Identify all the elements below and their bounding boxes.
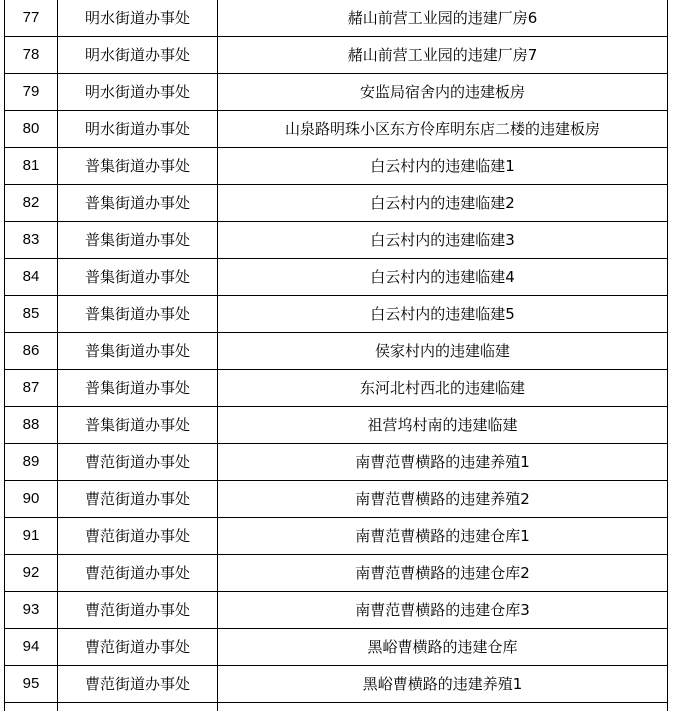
row-office: 普集街道办事处 bbox=[58, 370, 218, 407]
row-office: 普集街道办事处 bbox=[58, 407, 218, 444]
table-row bbox=[5, 259, 668, 296]
row-number: 79 bbox=[5, 74, 58, 111]
table-row bbox=[5, 666, 668, 703]
row-office: 曹范街道办事处 bbox=[58, 444, 218, 481]
row-description: 白云村内的违建临建1 bbox=[218, 148, 668, 185]
table-body bbox=[5, 0, 668, 711]
row-number: 82 bbox=[5, 185, 58, 222]
row-number: 87 bbox=[5, 370, 58, 407]
table-row bbox=[5, 518, 668, 555]
table-row bbox=[5, 370, 668, 407]
row-office: 曹范街道办事处 bbox=[58, 592, 218, 629]
row-number: 89 bbox=[5, 444, 58, 481]
table-row bbox=[5, 444, 668, 481]
row-description: 祖营坞村南的违建临建 bbox=[218, 407, 668, 444]
row-description: 南曹范曹横路的违建养殖2 bbox=[218, 481, 668, 518]
table-row-cut-off bbox=[5, 703, 668, 712]
table-row bbox=[5, 74, 668, 111]
row-description: 东河北村西北的违建临建 bbox=[218, 370, 668, 407]
row-description: 山泉路明珠小区东方伶库明东店二楼的违建板房 bbox=[218, 111, 668, 148]
row-office: 曹范街道办事处 bbox=[58, 481, 218, 518]
row-description: 白云村内的违建临建3 bbox=[218, 222, 668, 259]
row-number: 84 bbox=[5, 259, 58, 296]
table-row bbox=[5, 0, 668, 37]
row-number: 90 bbox=[5, 481, 58, 518]
row-description: 安监局宿舍内的违建板房 bbox=[218, 74, 668, 111]
row-office: 明水街道办事处 bbox=[58, 111, 218, 148]
table-row bbox=[5, 407, 668, 444]
row-description: 南曹范曹横路的违建仓库3 bbox=[218, 592, 668, 629]
row-office: 普集街道办事处 bbox=[58, 333, 218, 370]
row-description: 南曹范曹横路的违建仓库2 bbox=[218, 555, 668, 592]
row-office: 曹范街道办事处 bbox=[58, 666, 218, 703]
table-row bbox=[5, 148, 668, 185]
row-number: 77 bbox=[5, 0, 58, 37]
table-row bbox=[5, 185, 668, 222]
row-number: 94 bbox=[5, 629, 58, 666]
row-number: 93 bbox=[5, 592, 58, 629]
row-number-empty bbox=[5, 703, 58, 712]
row-description: 南曹范曹横路的违建仓库1 bbox=[218, 518, 668, 555]
violation-table bbox=[4, 0, 668, 711]
table-row bbox=[5, 333, 668, 370]
row-number: 92 bbox=[5, 555, 58, 592]
table-row bbox=[5, 37, 668, 74]
row-number: 78 bbox=[5, 37, 58, 74]
row-office: 普集街道办事处 bbox=[58, 148, 218, 185]
row-office: 曹范街道办事处 bbox=[58, 629, 218, 666]
violation-table-container bbox=[4, 0, 667, 711]
row-description: 赭山前营工业园的违建厂房7 bbox=[218, 37, 668, 74]
row-number: 95 bbox=[5, 666, 58, 703]
table-row bbox=[5, 111, 668, 148]
row-number: 91 bbox=[5, 518, 58, 555]
row-office: 明水街道办事处 bbox=[58, 37, 218, 74]
table-row bbox=[5, 222, 668, 259]
row-description: 黑峪曹横路的违建仓库 bbox=[218, 629, 668, 666]
row-office: 普集街道办事处 bbox=[58, 296, 218, 333]
row-description: 白云村内的违建临建5 bbox=[218, 296, 668, 333]
row-office-empty bbox=[58, 703, 218, 712]
table-row bbox=[5, 296, 668, 333]
row-office: 明水街道办事处 bbox=[58, 0, 218, 37]
row-number: 86 bbox=[5, 333, 58, 370]
row-number: 81 bbox=[5, 148, 58, 185]
row-office: 普集街道办事处 bbox=[58, 185, 218, 222]
table-row bbox=[5, 629, 668, 666]
row-description-empty bbox=[218, 703, 668, 712]
row-office: 曹范街道办事处 bbox=[58, 555, 218, 592]
row-description: 赭山前营工业园的违建厂房6 bbox=[218, 0, 668, 37]
table-row bbox=[5, 555, 668, 592]
row-description: 侯家村内的违建临建 bbox=[218, 333, 668, 370]
row-office: 普集街道办事处 bbox=[58, 222, 218, 259]
row-number: 80 bbox=[5, 111, 58, 148]
row-description: 黑峪曹横路的违建养殖1 bbox=[218, 666, 668, 703]
row-description: 白云村内的违建临建4 bbox=[218, 259, 668, 296]
row-number: 88 bbox=[5, 407, 58, 444]
table-row bbox=[5, 481, 668, 518]
row-office: 普集街道办事处 bbox=[58, 259, 218, 296]
row-description: 南曹范曹横路的违建养殖1 bbox=[218, 444, 668, 481]
row-office: 明水街道办事处 bbox=[58, 74, 218, 111]
table-row bbox=[5, 592, 668, 629]
row-description: 白云村内的违建临建2 bbox=[218, 185, 668, 222]
row-office: 曹范街道办事处 bbox=[58, 518, 218, 555]
row-number: 83 bbox=[5, 222, 58, 259]
row-number: 85 bbox=[5, 296, 58, 333]
